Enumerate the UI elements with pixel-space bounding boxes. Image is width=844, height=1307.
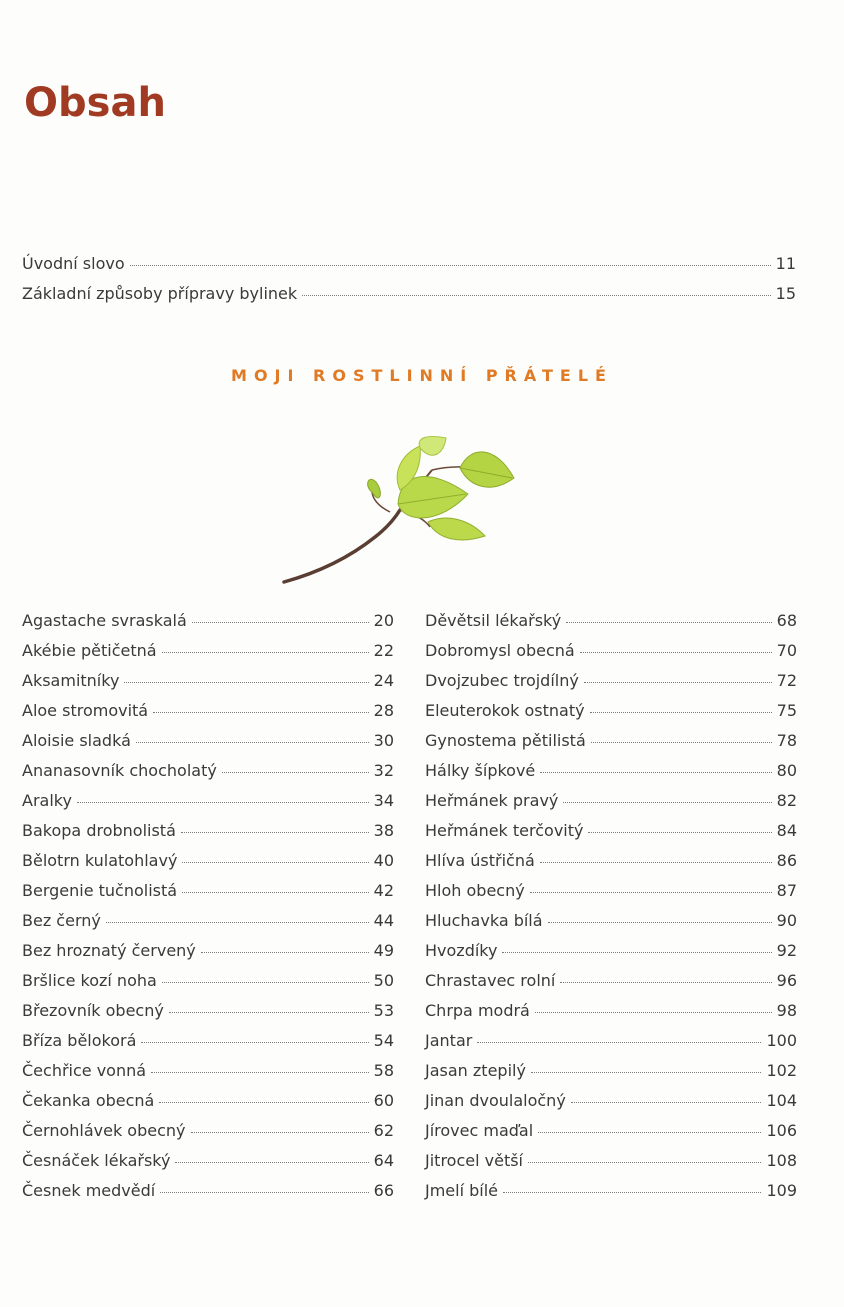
dot-leader	[538, 1132, 761, 1133]
toc-entry[interactable]	[425, 1086, 797, 1116]
dot-leader	[584, 682, 772, 683]
toc-entry[interactable]	[425, 936, 797, 966]
dot-leader	[535, 1012, 772, 1013]
toc-entry-label: Eleuterokok ostnatý	[425, 701, 585, 720]
toc-entry[interactable]	[22, 846, 394, 876]
dot-leader	[106, 922, 369, 923]
toc-entry-page: 92	[776, 941, 797, 960]
dot-leader	[141, 1042, 368, 1043]
toc-entry[interactable]	[22, 666, 394, 696]
toc-entry-page: 100	[766, 1031, 797, 1050]
toc-entry-label: Bělotrn kulatohlavý	[22, 851, 178, 870]
toc-entry-label: Bršlice kozí noha	[22, 971, 157, 990]
toc-entry[interactable]	[425, 846, 797, 876]
dot-leader	[162, 982, 369, 983]
toc-entry[interactable]	[22, 876, 394, 906]
toc-entry-page: 11	[775, 254, 796, 273]
dot-leader	[162, 652, 369, 653]
toc-entry-label: Gynostema pětilistá	[425, 731, 586, 750]
toc-entry-label: Aloisie sladká	[22, 731, 131, 750]
dot-leader	[528, 1162, 761, 1163]
toc-entry-label: Hluchavka bílá	[425, 911, 543, 930]
toc-entry-page: 54	[373, 1031, 394, 1050]
toc-entry[interactable]	[22, 1086, 394, 1116]
dot-leader	[160, 1192, 368, 1193]
toc-entry-page: 53	[373, 1001, 394, 1020]
toc-entry-label: Březovník obecný	[22, 1001, 164, 1020]
toc-entry-page: 50	[373, 971, 394, 990]
dot-leader	[222, 772, 369, 773]
toc-entry[interactable]	[425, 906, 797, 936]
dot-leader	[130, 265, 771, 266]
dot-leader	[590, 712, 772, 713]
dot-leader	[201, 952, 369, 953]
dot-leader	[192, 622, 369, 623]
toc-entry-label: Chrastavec rolní	[425, 971, 556, 990]
dot-leader	[530, 892, 772, 893]
toc-entry-page: 62	[373, 1121, 394, 1140]
toc-entry[interactable]	[22, 1026, 394, 1056]
toc-entry-label: Čechřice vonná	[22, 1061, 147, 1080]
toc-entry[interactable]	[22, 1176, 394, 1206]
dot-leader	[540, 772, 771, 773]
toc-entry-page: 42	[373, 881, 394, 900]
toc-entry-page: 30	[373, 731, 394, 750]
toc-entry-page: 40	[373, 851, 394, 870]
toc-entry-page: 108	[766, 1151, 797, 1170]
toc-entry[interactable]	[425, 696, 797, 726]
section-heading: MOJI ROSTLINNÍ PŘÁTELÉ	[231, 366, 613, 385]
dot-leader	[182, 862, 368, 863]
toc-entry[interactable]	[425, 1146, 797, 1176]
toc-entry-page: 102	[766, 1061, 797, 1080]
toc-entry[interactable]	[425, 996, 797, 1026]
dot-leader	[124, 682, 368, 683]
toc-entry[interactable]	[22, 786, 394, 816]
toc-entry-page: 15	[775, 284, 796, 303]
toc-entry-page: 82	[776, 791, 797, 810]
toc-entry-label: Jírovec maďal	[425, 1121, 534, 1140]
toc-entry-page: 32	[373, 761, 394, 780]
toc-entry-label: Akébie pětičetná	[22, 641, 157, 660]
toc-entry-page: 44	[373, 911, 394, 930]
toc-entry-page: 34	[373, 791, 394, 810]
toc-entry-page: 38	[373, 821, 394, 840]
toc-entry[interactable]	[22, 636, 394, 666]
dot-leader	[181, 832, 369, 833]
toc-entry[interactable]	[22, 249, 796, 279]
toc-entry[interactable]	[425, 756, 797, 786]
toc-entry-label: Bakopa drobnolistá	[22, 821, 176, 840]
toc-entry[interactable]	[425, 876, 797, 906]
toc-right-column	[425, 606, 797, 1206]
toc-entry-page: 78	[776, 731, 797, 750]
toc-entry-label: Hálky šípkové	[425, 761, 536, 780]
toc-entry[interactable]	[22, 756, 394, 786]
toc-entry-label: Jinan dvoulaločný	[425, 1091, 566, 1110]
dot-leader	[191, 1132, 369, 1133]
toc-entry-label: Bergenie tučnolistá	[22, 881, 178, 900]
toc-entry-label: Hlíva ústřičná	[425, 851, 535, 870]
toc-entry[interactable]	[22, 726, 394, 756]
toc-entry-page: 106	[766, 1121, 797, 1140]
intro-toc	[22, 249, 796, 309]
toc-entry[interactable]	[22, 816, 394, 846]
toc-entry-page: 72	[776, 671, 797, 690]
toc-entry-page: 49	[373, 941, 394, 960]
toc-entry-label: Aralky	[22, 791, 72, 810]
toc-entry-label: Ananasovník chocholatý	[22, 761, 217, 780]
dot-leader	[588, 832, 771, 833]
toc-entry-label: Agastache svraskalá	[22, 611, 187, 630]
toc-entry-page: 68	[776, 611, 797, 630]
toc-entry[interactable]	[22, 1056, 394, 1086]
toc-entry-label: Jasan ztepilý	[425, 1061, 526, 1080]
toc-entry-label: Česnek medvědí	[22, 1181, 156, 1200]
toc-entry-page: 87	[776, 881, 797, 900]
toc-entry-label: Heřmánek pravý	[425, 791, 559, 810]
dot-leader	[169, 1012, 369, 1013]
toc-entry[interactable]	[22, 1146, 394, 1176]
toc-entry[interactable]	[22, 996, 394, 1026]
dot-leader	[477, 1042, 761, 1043]
toc-entry[interactable]	[425, 636, 797, 666]
toc-entry[interactable]	[425, 666, 797, 696]
toc-entry-page: 104	[766, 1091, 797, 1110]
toc-entry[interactable]	[425, 1056, 797, 1086]
toc-entry[interactable]	[22, 696, 394, 726]
toc-entry[interactable]	[22, 1116, 394, 1146]
toc-entry-label: Česnáček lékařský	[22, 1151, 171, 1170]
toc-entry-page: 86	[776, 851, 797, 870]
toc-entry-label: Heřmánek terčovitý	[425, 821, 584, 840]
toc-entry[interactable]	[22, 906, 394, 936]
dot-leader	[502, 952, 771, 953]
birch-twig-icon	[280, 432, 520, 587]
toc-entry[interactable]	[425, 606, 797, 636]
toc-entry-page: 24	[373, 671, 394, 690]
toc-entry[interactable]	[22, 936, 394, 966]
toc-entry-label: Bez hroznatý červený	[22, 941, 196, 960]
toc-entry-label: Černohlávek obecný	[22, 1121, 186, 1140]
toc-entry-page: 90	[776, 911, 797, 930]
dot-leader	[560, 982, 771, 983]
toc-entry-label: Dvojzubec trojdílný	[425, 671, 579, 690]
toc-entry-label: Základní způsoby přípravy bylinek	[22, 284, 298, 303]
toc-entry-page: 28	[373, 701, 394, 720]
toc-entry-label: Bříza bělokorá	[22, 1031, 137, 1050]
toc-entry-label: Hloh obecný	[425, 881, 525, 900]
dot-leader	[182, 892, 369, 893]
toc-entry-page: 98	[776, 1001, 797, 1020]
toc-entry[interactable]	[22, 279, 796, 309]
toc-entry-label: Čekanka obecná	[22, 1091, 155, 1110]
dot-leader	[548, 922, 772, 923]
dot-leader	[153, 712, 369, 713]
toc-entry-page: 70	[776, 641, 797, 660]
toc-entry-label: Bez černý	[22, 911, 101, 930]
toc-entry-page: 60	[373, 1091, 394, 1110]
dot-leader	[151, 1072, 369, 1073]
toc-entry-page: 109	[766, 1181, 797, 1200]
page-title: Obsah	[24, 80, 166, 126]
toc-entry-page: 22	[373, 641, 394, 660]
dot-leader	[136, 742, 369, 743]
toc-entry[interactable]	[22, 966, 394, 996]
toc-entry-page: 20	[373, 611, 394, 630]
dot-leader	[175, 1162, 368, 1163]
toc-entry[interactable]	[425, 726, 797, 756]
dot-leader	[77, 802, 369, 803]
dot-leader	[540, 862, 772, 863]
toc-entry-page: 58	[373, 1061, 394, 1080]
toc-entry[interactable]	[425, 1176, 797, 1206]
dot-leader	[531, 1072, 762, 1073]
dot-leader	[503, 1192, 761, 1193]
dot-leader	[591, 742, 772, 743]
toc-entry-label: Aloe stromovitá	[22, 701, 149, 720]
dot-leader	[563, 802, 771, 803]
toc-entry-label: Jantar	[425, 1031, 473, 1050]
toc-entry-page: 80	[776, 761, 797, 780]
toc-entry-label: Jmelí bílé	[425, 1181, 499, 1200]
toc-entry[interactable]	[425, 786, 797, 816]
toc-entry[interactable]	[425, 1026, 797, 1056]
dot-leader	[159, 1102, 368, 1103]
toc-entry-label: Jitrocel větší	[425, 1151, 523, 1170]
toc-entry-page: 64	[373, 1151, 394, 1170]
toc-entry-label: Aksamitníky	[22, 671, 120, 690]
toc-entry[interactable]	[425, 1116, 797, 1146]
dot-leader	[566, 622, 771, 623]
dot-leader	[302, 295, 770, 296]
toc-entry-page: 75	[776, 701, 797, 720]
toc-entry-page: 84	[776, 821, 797, 840]
toc-entry-label: Chrpa modrá	[425, 1001, 530, 1020]
toc-entry[interactable]	[22, 606, 394, 636]
toc-entry-label: Hvozdíky	[425, 941, 498, 960]
toc-entry-label: Úvodní slovo	[22, 254, 125, 273]
toc-entry-label: Dobromysl obecná	[425, 641, 575, 660]
toc-left-column	[22, 606, 394, 1206]
toc-entry-page: 66	[373, 1181, 394, 1200]
toc-entry-page: 96	[776, 971, 797, 990]
dot-leader	[571, 1102, 762, 1103]
toc-entry[interactable]	[425, 816, 797, 846]
dot-leader	[580, 652, 772, 653]
toc-entry[interactable]	[425, 966, 797, 996]
toc-entry-label: Děvětsil lékařský	[425, 611, 562, 630]
